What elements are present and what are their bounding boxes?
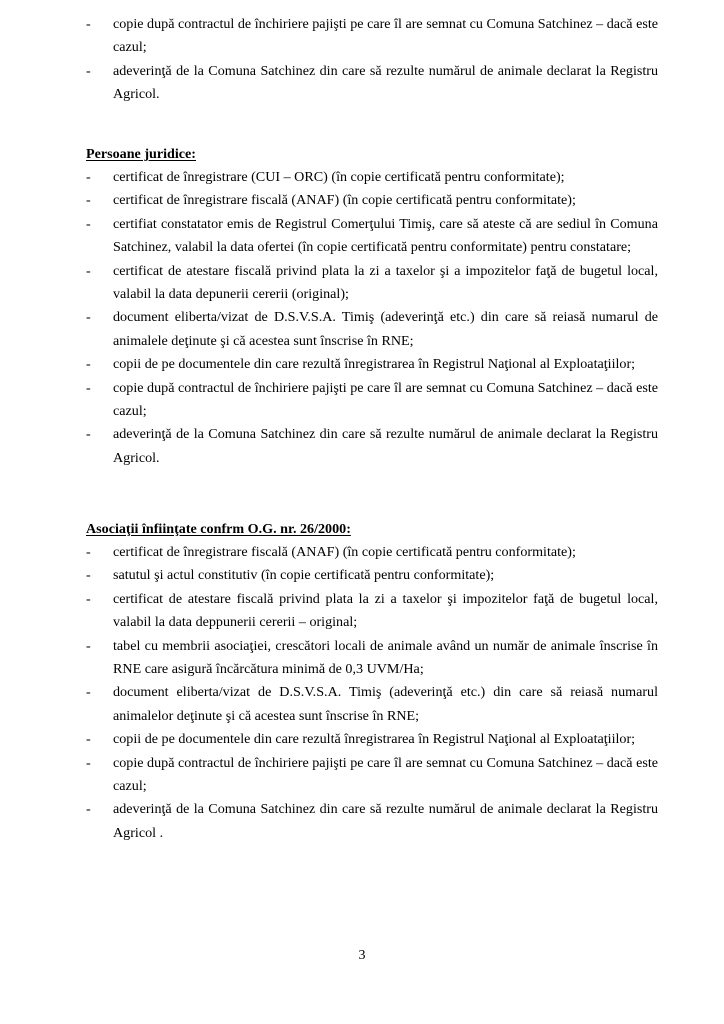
list-item-text: adeverinţă de la Comuna Satchinez din care să rezulte numărul de animale declarat la Registru Agricol . — [113, 801, 658, 841]
list-item-text: document eliberta/vizat de D.S.V.S.A. Timiş (adeverinţă etc.) din care să reiasă numarul animalelor deţinute şi că acestea sunt înscrise în RNE; — [113, 684, 658, 724]
list-item — [86, 752, 658, 799]
list-item — [86, 681, 658, 728]
list-item — [86, 260, 658, 307]
list-bullet: - — [86, 62, 91, 79]
list-bullet: - — [86, 544, 91, 560]
list-item-text: certificat de înregistrare (CUI – ORC) (în copie certificată pentru conformitate); — [113, 169, 565, 185]
list-item-text: certificat de înregistrare fiscală (ANAF) (în copie certificată pentru conformitate); — [113, 544, 576, 560]
list-item-text: copie după contractul de închiriere pajişti pe care îl are semnat cu Comuna Satchinez – dacă este cazul; — [113, 16, 658, 56]
list-bullet: - — [86, 426, 91, 443]
list-item — [86, 541, 658, 564]
list-item-text: certificat de înregistrare fiscală (ANAF) (în copie certificată pentru conformitate); — [113, 192, 576, 209]
list-item-text: copii de pe documentele din care rezultă înregistrarea în Registrul Naţional al Exploataţiilor; — [113, 356, 636, 373]
list-bullet: - — [86, 637, 91, 654]
list-bullet: - — [86, 801, 91, 818]
page-number: 3 — [358, 948, 366, 963]
list-bullet: - — [86, 754, 91, 771]
list-bullet: - — [86, 262, 91, 279]
list-item-text: adeverinţă de la Comuna Satchinez din care să rezulte numărul de animale declarat la Registru Agricol. — [113, 426, 658, 466]
list-item — [86, 353, 658, 376]
requirements-list — [86, 166, 658, 470]
list-item — [86, 423, 658, 470]
list-bullet: - — [86, 684, 91, 701]
list-bullet: - — [86, 567, 91, 584]
list-item — [86, 60, 658, 107]
list-bullet: - — [86, 169, 91, 185]
list-bullet: - — [86, 192, 91, 209]
list-item — [86, 635, 658, 682]
list-item — [86, 377, 658, 424]
list-item — [86, 13, 658, 60]
list-item — [86, 588, 658, 635]
list-item-text: document eliberta/vizat de D.S.V.S.A. Timiş (adeverinţă etc.) din care să reiasă numarul de animalele deţinute şi că acestea sunt înscrise în RNE; — [113, 309, 658, 349]
list-bullet: - — [86, 356, 91, 373]
section-heading: Asociaţii înfiinţate confrm O.G. nr. 26/2000: — [86, 521, 351, 537]
list-item-text: copie după contractul de închiriere pajişti pe care îl are semnat cu Comuna Satchinez – dacă este cazul; — [113, 379, 658, 420]
list-item-text: copii de pe documentele din care rezultă înregistrarea în Registrul Naţional al Exploataţiilor; — [113, 731, 636, 748]
list-item — [86, 564, 658, 587]
list-item-text: tabel cu membrii asociaţiei, crescători locali de animale având un număr de animale înscrise în RNE care asigură încărcătura minimă de 0,3 UVM/Ha; — [113, 637, 658, 678]
section-persoane-juridice — [86, 143, 658, 470]
continuation-section — [86, 13, 658, 107]
list-item — [86, 798, 658, 845]
list-item — [86, 166, 658, 189]
list-bullet: - — [86, 379, 91, 396]
requirements-list — [86, 541, 658, 845]
section-asociatii — [86, 518, 658, 845]
list-item — [86, 306, 658, 353]
list-item-text: satutul şi actul constitutiv (în copie certificată pentru conformitate); — [113, 567, 495, 584]
list-item-text: adeverinţă de la Comuna Satchinez din care să rezulte numărul de animale declarat la Registru Agricol. — [113, 62, 658, 103]
list-bullet: - — [86, 215, 91, 232]
list-bullet: - — [86, 16, 91, 32]
section-heading: Persoane juridice: — [86, 146, 196, 162]
list-item-text: certifiat constatator emis de Registrul Comerţului Timiş, care să ateste că are sediul în Comuna Satchinez, valabil la data ofertei (în copie certificată pentru conformitate) pentru constatare; — [113, 215, 658, 256]
list-bullet: - — [86, 309, 91, 326]
list-bullet: - — [86, 731, 91, 748]
list-item — [86, 213, 658, 260]
list-item — [86, 728, 658, 751]
list-bullet: - — [86, 590, 91, 607]
list-item-text: copie după contractul de închiriere pajişti pe care îl are semnat cu Comuna Satchinez – dacă este cazul; — [113, 754, 658, 795]
continuation-list — [86, 13, 658, 107]
list-item-text: certificat de atestare fiscală privind plata la zi a taxelor şi a impozitelor faţă de bugetul local, valabil la data depunerii cererii (original); — [113, 262, 658, 303]
list-item — [86, 189, 658, 212]
list-item-text: certificat de atestare fiscală privind plata la zi a taxelor şi impozitelor faţă de bugetul local, valabil la data deppunerii cererii – original; — [113, 590, 658, 631]
